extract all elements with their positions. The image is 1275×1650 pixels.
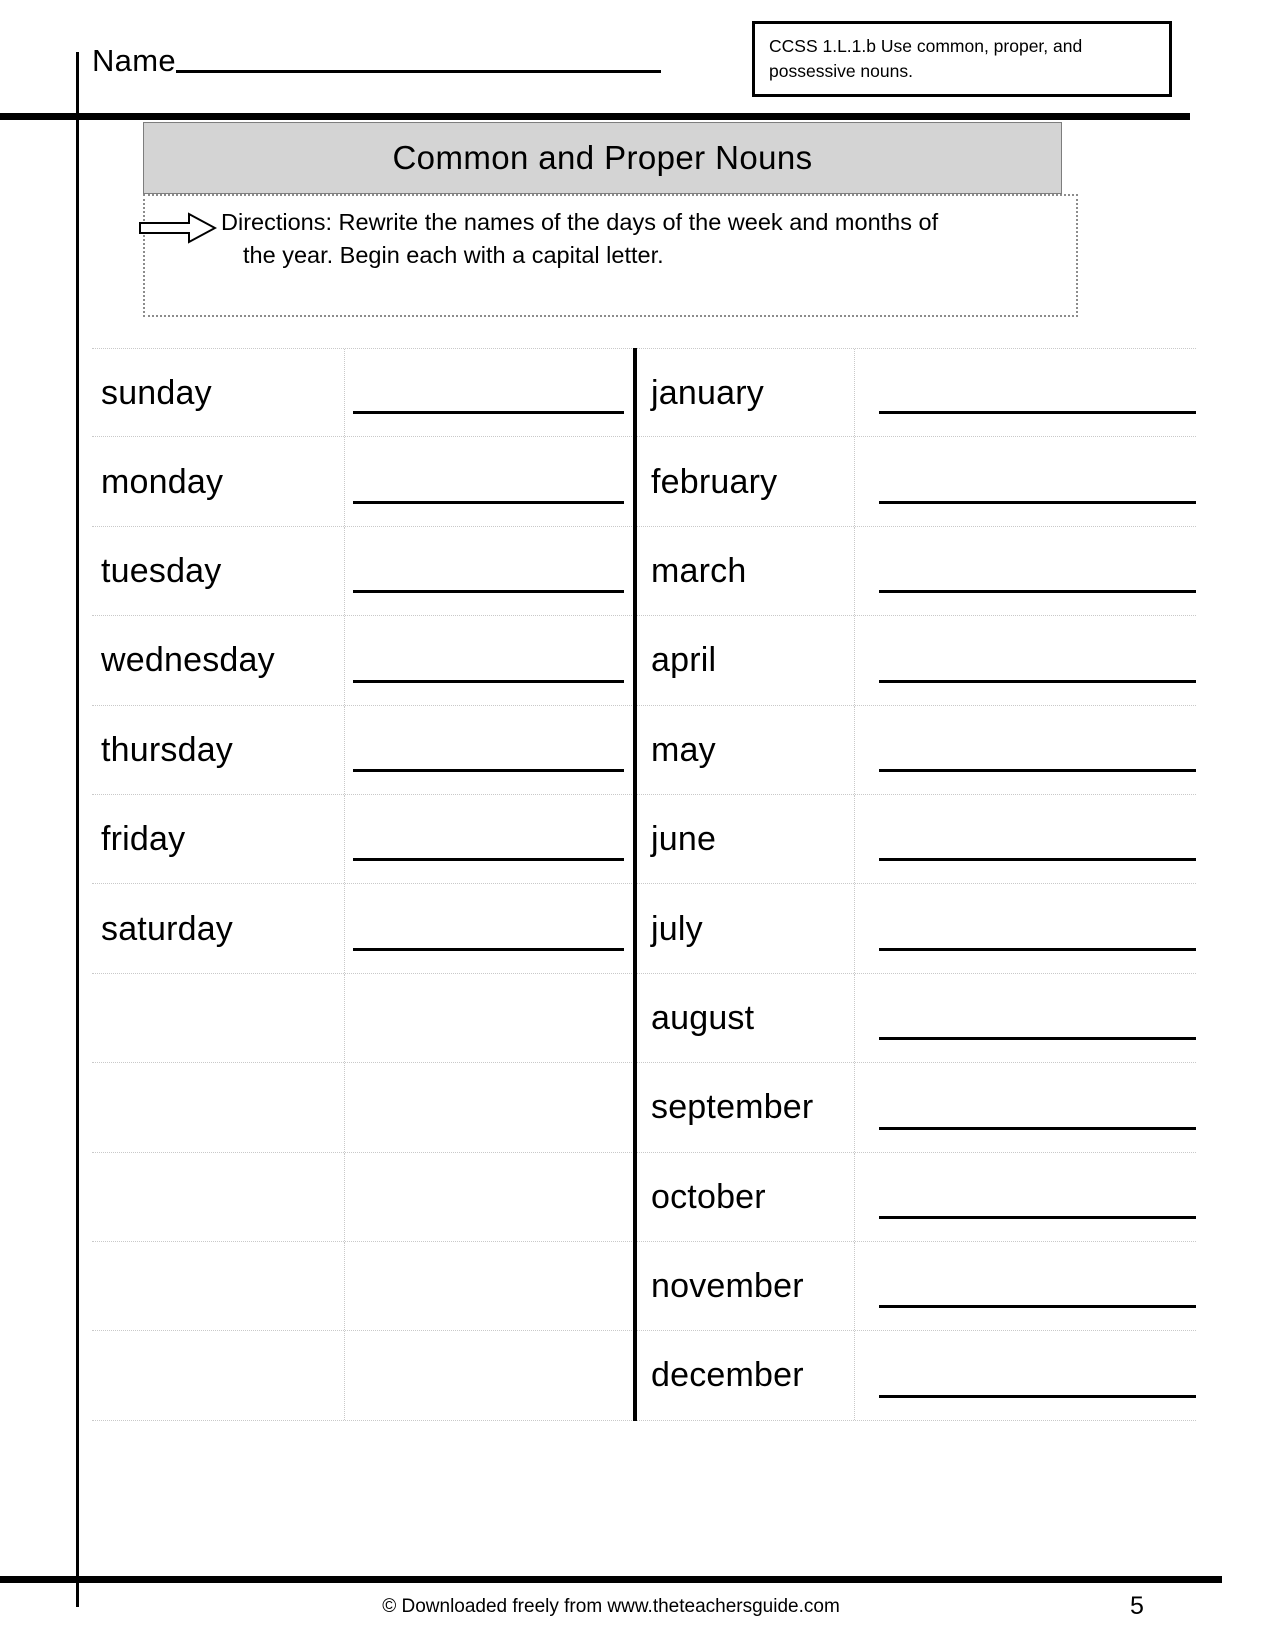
grid-rows — [92, 348, 1196, 1421]
answer-write-line[interactable] — [879, 1305, 1196, 1308]
table-row — [92, 527, 1196, 616]
day-word-cell — [92, 706, 345, 794]
month-answer-cell[interactable] — [855, 706, 1196, 794]
column-divider — [633, 348, 637, 1421]
answer-write-line[interactable] — [879, 769, 1196, 772]
table-row — [92, 974, 1196, 1063]
table-row — [92, 616, 1196, 705]
month-word-cell — [634, 884, 855, 972]
month-answer-cell[interactable] — [855, 437, 1196, 525]
answer-write-line[interactable] — [353, 858, 624, 861]
footer-credit: © Downloaded freely from www.theteachersguide.com — [382, 1596, 840, 1617]
day-answer-cell[interactable] — [345, 616, 634, 704]
month-answer-cell[interactable] — [855, 795, 1196, 883]
worksheet-grid — [92, 348, 1196, 1421]
month-word-cell — [634, 527, 855, 615]
day-word: wednesday — [101, 641, 275, 680]
day-word-cell — [92, 1063, 345, 1151]
answer-write-line[interactable] — [879, 411, 1196, 414]
answer-write-line[interactable] — [879, 1037, 1196, 1040]
month-word: may — [651, 730, 716, 769]
month-answer-cell[interactable] — [855, 1153, 1196, 1241]
day-word-cell — [92, 974, 345, 1062]
month-word-cell — [634, 349, 855, 436]
month-word-cell — [634, 1153, 855, 1241]
answer-write-line[interactable] — [879, 1395, 1196, 1398]
month-word: august — [651, 998, 755, 1037]
day-answer-cell[interactable] — [345, 1242, 634, 1330]
header-divider-rule — [0, 113, 1190, 120]
table-row — [92, 1153, 1196, 1242]
day-answer-cell[interactable] — [345, 795, 634, 883]
month-answer-cell[interactable] — [855, 974, 1196, 1062]
day-word: saturday — [101, 909, 234, 948]
month-word: july — [651, 909, 703, 948]
name-write-line[interactable] — [176, 70, 661, 73]
table-row — [92, 795, 1196, 884]
day-answer-cell[interactable] — [345, 706, 634, 794]
month-word: january — [651, 373, 764, 412]
worksheet-title-bar — [143, 122, 1062, 194]
month-answer-cell[interactable] — [855, 1063, 1196, 1151]
answer-write-line[interactable] — [353, 948, 624, 951]
arrow-right-icon — [139, 212, 217, 244]
table-row — [92, 1242, 1196, 1331]
table-row — [92, 437, 1196, 526]
month-word: april — [651, 641, 717, 680]
month-answer-cell[interactable] — [855, 884, 1196, 972]
ccss-line-2: possessive nouns. — [769, 61, 913, 81]
month-word-cell — [634, 1063, 855, 1151]
month-answer-cell[interactable] — [855, 349, 1196, 436]
day-answer-cell[interactable] — [345, 884, 634, 972]
day-answer-cell[interactable] — [345, 437, 634, 525]
directions-line-1: Directions: Rewrite the names of the days of the week and months of — [221, 209, 939, 235]
day-answer-cell[interactable] — [345, 974, 634, 1062]
day-word: sunday — [101, 373, 212, 412]
answer-write-line[interactable] — [353, 501, 624, 504]
month-word-cell — [634, 616, 855, 704]
month-answer-cell[interactable] — [855, 616, 1196, 704]
day-word-cell — [92, 1153, 345, 1241]
day-answer-cell[interactable] — [345, 1063, 634, 1151]
page-title: Common and Proper Nouns — [392, 139, 813, 176]
month-word-cell — [634, 706, 855, 794]
month-word: february — [651, 462, 778, 501]
answer-write-line[interactable] — [353, 680, 624, 683]
answer-write-line[interactable] — [353, 769, 624, 772]
directions-text — [221, 206, 1061, 272]
day-word-cell — [92, 616, 345, 704]
footer-divider-rule — [0, 1576, 1222, 1583]
ccss-standard-box — [752, 21, 1172, 97]
answer-write-line[interactable] — [353, 411, 624, 414]
month-answer-cell[interactable] — [855, 1331, 1196, 1419]
directions-box — [143, 194, 1078, 317]
left-margin-rule — [76, 52, 79, 1607]
table-row — [92, 706, 1196, 795]
name-field[interactable] — [92, 44, 661, 78]
day-word: friday — [101, 820, 186, 859]
month-word: october — [651, 1177, 766, 1216]
answer-write-line[interactable] — [879, 680, 1196, 683]
day-word-cell — [92, 795, 345, 883]
answer-write-line[interactable] — [879, 1127, 1196, 1130]
month-word: march — [651, 551, 747, 590]
answer-write-line[interactable] — [879, 590, 1196, 593]
day-answer-cell[interactable] — [345, 1331, 634, 1419]
ccss-line-1: CCSS 1.L.1.b Use common, proper, and — [769, 36, 1083, 56]
directions-line-2: the year. Begin each with a capital letter. — [243, 242, 664, 268]
month-word: november — [651, 1267, 804, 1306]
day-answer-cell[interactable] — [345, 349, 634, 436]
day-word: monday — [101, 462, 224, 501]
page-number: 5 — [1130, 1592, 1144, 1620]
month-word-cell — [634, 1331, 855, 1419]
day-word-cell — [92, 437, 345, 525]
day-word-cell — [92, 1242, 345, 1330]
month-word-cell — [634, 974, 855, 1062]
table-row — [92, 348, 1196, 437]
answer-write-line[interactable] — [879, 501, 1196, 504]
day-word-cell — [92, 884, 345, 972]
table-row — [92, 1063, 1196, 1152]
table-row — [92, 884, 1196, 973]
month-word-cell — [634, 795, 855, 883]
answer-write-line[interactable] — [879, 948, 1196, 951]
day-word: tuesday — [101, 551, 222, 590]
month-answer-cell[interactable] — [855, 1242, 1196, 1330]
day-answer-cell[interactable] — [345, 527, 634, 615]
month-word-cell — [634, 1242, 855, 1330]
name-label: Name — [92, 43, 176, 78]
answer-write-line[interactable] — [353, 590, 624, 593]
month-word: june — [651, 820, 717, 859]
day-answer-cell[interactable] — [345, 1153, 634, 1241]
answer-write-line[interactable] — [879, 858, 1196, 861]
day-word-cell — [92, 349, 345, 436]
month-answer-cell[interactable] — [855, 527, 1196, 615]
table-row — [92, 1331, 1196, 1420]
month-word: december — [651, 1356, 804, 1395]
month-word: september — [651, 1088, 814, 1127]
month-word-cell — [634, 437, 855, 525]
day-word: thursday — [101, 730, 234, 769]
day-word-cell — [92, 527, 345, 615]
answer-write-line[interactable] — [879, 1216, 1196, 1219]
day-word-cell — [92, 1331, 345, 1419]
